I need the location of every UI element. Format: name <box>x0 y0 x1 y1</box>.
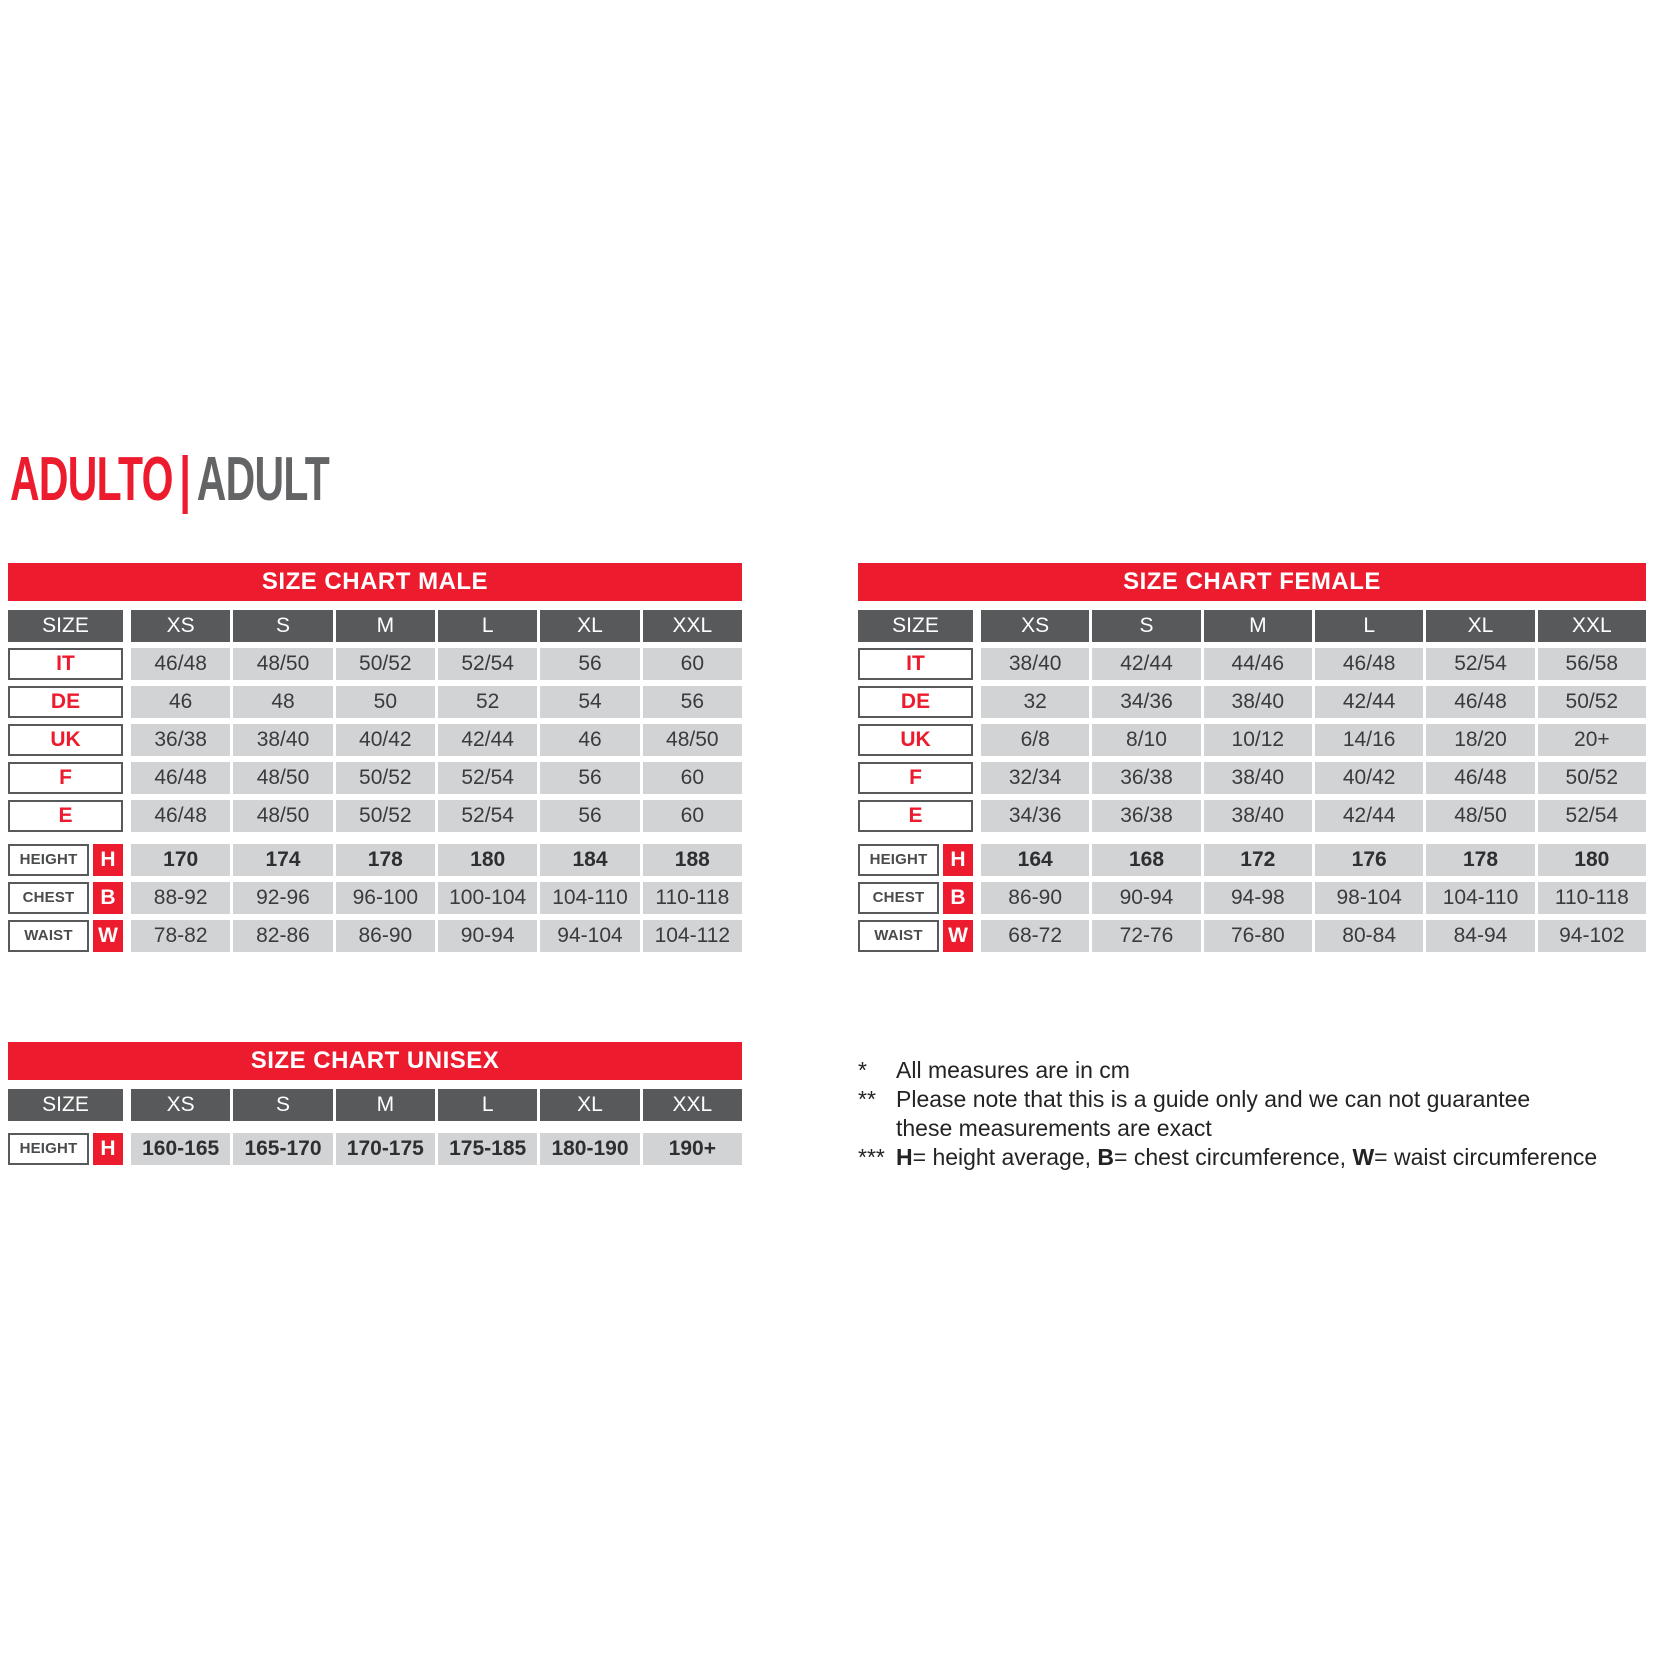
data-cell: 10/12 <box>1204 724 1312 756</box>
data-cell: 38/40 <box>233 724 332 756</box>
table-grid <box>8 610 742 832</box>
data-cell: 60 <box>643 762 742 794</box>
data-cell: 46/48 <box>1315 648 1423 680</box>
column-header-xl: XL <box>1426 610 1534 642</box>
size-chart-male-table <box>8 563 742 952</box>
footnote <box>858 1085 1654 1143</box>
data-cell: 175-185 <box>438 1133 537 1165</box>
data-cell: 52 <box>438 686 537 718</box>
data-cell: 92-96 <box>233 882 332 914</box>
data-cell: 56 <box>540 648 639 680</box>
data-cell: 90-94 <box>438 920 537 952</box>
measure-grid <box>858 844 1646 952</box>
data-cell: 42/44 <box>1315 800 1423 832</box>
data-cell: 14/16 <box>1315 724 1423 756</box>
data-cell: 32/34 <box>981 762 1089 794</box>
measure-grid <box>8 1133 742 1165</box>
footnote <box>858 1143 1654 1172</box>
row-label-it: IT <box>8 648 123 680</box>
data-cell: 52/54 <box>438 800 537 832</box>
data-cell: 40/42 <box>1315 762 1423 794</box>
data-cell: 38/40 <box>1204 762 1312 794</box>
data-cell: 46/48 <box>1426 686 1534 718</box>
column-header-s: S <box>233 1089 332 1121</box>
footnote-marker: ** <box>858 1086 876 1112</box>
data-cell: 46 <box>131 686 230 718</box>
column-header-xs: XS <box>981 610 1089 642</box>
data-cell: 104-110 <box>1426 882 1534 914</box>
data-cell: 50/52 <box>336 800 435 832</box>
measure-name: CHEST <box>858 882 939 914</box>
data-cell: 56/58 <box>1538 648 1646 680</box>
data-cell: 94-102 <box>1538 920 1646 952</box>
column-header-xxl: XXL <box>643 610 742 642</box>
column-header-xs: XS <box>131 610 230 642</box>
data-cell: 96-100 <box>336 882 435 914</box>
footnote-marker: *** <box>858 1144 885 1170</box>
data-cell: 56 <box>643 686 742 718</box>
data-cell: 164 <box>981 844 1089 876</box>
measure-name: HEIGHT <box>8 844 89 876</box>
data-cell: 86-90 <box>336 920 435 952</box>
column-header-size: SIZE <box>8 1089 123 1121</box>
data-cell: 110-118 <box>1538 882 1646 914</box>
data-cell: 170 <box>131 844 230 876</box>
data-cell: 46/48 <box>1426 762 1534 794</box>
data-cell: 78-82 <box>131 920 230 952</box>
table-title: SIZE CHART FEMALE <box>858 563 1646 601</box>
column-header-m: M <box>1204 610 1312 642</box>
data-cell: 60 <box>643 800 742 832</box>
data-cell: 36/38 <box>131 724 230 756</box>
measure-label-waist <box>858 920 973 952</box>
data-cell: 36/38 <box>1092 762 1200 794</box>
data-cell: 34/36 <box>1092 686 1200 718</box>
data-cell: 50/52 <box>1538 686 1646 718</box>
data-cell: 174 <box>233 844 332 876</box>
measure-label-height <box>8 1133 123 1165</box>
data-cell: 88-92 <box>131 882 230 914</box>
data-cell: 52/54 <box>1426 648 1534 680</box>
data-cell: 180 <box>1538 844 1646 876</box>
data-cell: 50 <box>336 686 435 718</box>
column-header-l: L <box>438 610 537 642</box>
data-cell: 104-110 <box>540 882 639 914</box>
row-label-f: F <box>858 762 973 794</box>
measure-name: WAIST <box>858 920 939 952</box>
measure-code-badge: H <box>93 1133 123 1165</box>
data-cell: 80-84 <box>1315 920 1423 952</box>
data-cell: 72-76 <box>1092 920 1200 952</box>
data-cell: 60 <box>643 648 742 680</box>
data-cell: 36/38 <box>1092 800 1200 832</box>
measure-label-waist <box>8 920 123 952</box>
data-cell: 176 <box>1315 844 1423 876</box>
data-cell: 44/46 <box>1204 648 1312 680</box>
measure-name: CHEST <box>8 882 89 914</box>
data-cell: 56 <box>540 762 639 794</box>
measure-code-badge: B <box>93 882 123 914</box>
data-cell: 50/52 <box>1538 762 1646 794</box>
data-cell: 38/40 <box>981 648 1089 680</box>
column-header-s: S <box>1092 610 1200 642</box>
data-cell: 50/52 <box>336 648 435 680</box>
data-cell: 46 <box>540 724 639 756</box>
column-header-m: M <box>336 610 435 642</box>
table-grid <box>8 1089 742 1121</box>
data-cell: 168 <box>1092 844 1200 876</box>
column-header-xxl: XXL <box>643 1089 742 1121</box>
row-label-de: DE <box>858 686 973 718</box>
title-separator: | <box>179 445 191 514</box>
footnote-text <box>896 1143 1654 1172</box>
size-chart-unisex-table <box>8 1042 742 1165</box>
row-label-uk: UK <box>858 724 973 756</box>
row-label-f: F <box>8 762 123 794</box>
data-cell: 38/40 <box>1204 686 1312 718</box>
measure-name: HEIGHT <box>858 844 939 876</box>
data-cell: 190+ <box>643 1133 742 1165</box>
data-cell: 48/50 <box>233 648 332 680</box>
measure-code-badge: W <box>93 920 123 952</box>
data-cell: 20+ <box>1538 724 1646 756</box>
data-cell: 32 <box>981 686 1089 718</box>
data-cell: 52/54 <box>438 648 537 680</box>
measure-code-badge: W <box>943 920 973 952</box>
measure-grid <box>8 844 742 952</box>
data-cell: 48/50 <box>233 762 332 794</box>
data-cell: 172 <box>1204 844 1312 876</box>
column-header-size: SIZE <box>8 610 123 642</box>
footnote <box>858 1056 1654 1085</box>
data-cell: 54 <box>540 686 639 718</box>
table-grid <box>858 610 1646 832</box>
footnote-segment: = waist circumference <box>1374 1144 1598 1170</box>
data-cell: 42/44 <box>1315 686 1423 718</box>
data-cell: 48/50 <box>643 724 742 756</box>
data-cell: 48 <box>233 686 332 718</box>
data-cell: 38/40 <box>1204 800 1312 832</box>
data-cell: 178 <box>336 844 435 876</box>
table-title: SIZE CHART UNISEX <box>8 1042 742 1080</box>
data-cell: 90-94 <box>1092 882 1200 914</box>
footnote-segment: = chest circumference, <box>1114 1144 1353 1170</box>
column-header-xxl: XXL <box>1538 610 1646 642</box>
data-cell: 46/48 <box>131 800 230 832</box>
data-cell: 178 <box>1426 844 1534 876</box>
row-label-uk: UK <box>8 724 123 756</box>
footnote-segment: these measurements are exact <box>896 1115 1212 1141</box>
data-cell: 188 <box>643 844 742 876</box>
footnote-marker: * <box>858 1057 867 1083</box>
title-primary: ADULTO <box>10 445 173 514</box>
size-chart-female-table <box>858 563 1646 952</box>
data-cell: 76-80 <box>1204 920 1312 952</box>
column-header-l: L <box>438 1089 537 1121</box>
data-cell: 94-98 <box>1204 882 1312 914</box>
data-cell: 184 <box>540 844 639 876</box>
measure-label-height <box>8 844 123 876</box>
data-cell: 104-112 <box>643 920 742 952</box>
data-cell: 180 <box>438 844 537 876</box>
data-cell: 48/50 <box>233 800 332 832</box>
measure-code-badge: H <box>943 844 973 876</box>
data-cell: 98-104 <box>1315 882 1423 914</box>
data-cell: 42/44 <box>1092 648 1200 680</box>
data-cell: 48/50 <box>1426 800 1534 832</box>
data-cell: 42/44 <box>438 724 537 756</box>
measure-code-badge: H <box>93 844 123 876</box>
table-title: SIZE CHART MALE <box>8 563 742 601</box>
data-cell: 165-170 <box>233 1133 332 1165</box>
column-header-size: SIZE <box>858 610 973 642</box>
data-cell: 170-175 <box>336 1133 435 1165</box>
footnote-text <box>896 1056 1654 1085</box>
footnote-text <box>896 1085 1654 1143</box>
data-cell: 84-94 <box>1426 920 1534 952</box>
data-cell: 100-104 <box>438 882 537 914</box>
data-cell: 56 <box>540 800 639 832</box>
footnote-segment: Please note that this is a guide only and we can not guarantee <box>896 1086 1531 1112</box>
footnote-segment: H <box>896 1144 913 1170</box>
data-cell: 40/42 <box>336 724 435 756</box>
footnote-segment: W <box>1352 1144 1375 1170</box>
data-cell: 52/54 <box>1538 800 1646 832</box>
data-cell: 46/48 <box>131 762 230 794</box>
column-header-s: S <box>233 610 332 642</box>
measure-name: HEIGHT <box>8 1133 89 1165</box>
data-cell: 50/52 <box>336 762 435 794</box>
row-label-it: IT <box>858 648 973 680</box>
data-cell: 94-104 <box>540 920 639 952</box>
data-cell: 52/54 <box>438 762 537 794</box>
row-label-de: DE <box>8 686 123 718</box>
title-secondary: ADULT <box>196 445 330 514</box>
row-label-e: E <box>858 800 973 832</box>
data-cell: 82-86 <box>233 920 332 952</box>
footnote-segment: All measures are in cm <box>896 1057 1130 1083</box>
measure-label-chest <box>858 882 973 914</box>
measure-name: WAIST <box>8 920 89 952</box>
data-cell: 18/20 <box>1426 724 1534 756</box>
data-cell: 8/10 <box>1092 724 1200 756</box>
column-header-xs: XS <box>131 1089 230 1121</box>
data-cell: 110-118 <box>643 882 742 914</box>
column-header-xl: XL <box>540 610 639 642</box>
footnote-segment: B <box>1097 1144 1115 1170</box>
measure-code-badge: B <box>943 882 973 914</box>
data-cell: 160-165 <box>131 1133 230 1165</box>
column-header-m: M <box>336 1089 435 1121</box>
data-cell: 34/36 <box>981 800 1089 832</box>
data-cell: 86-90 <box>981 882 1089 914</box>
measure-label-height <box>858 844 973 876</box>
measure-label-chest <box>8 882 123 914</box>
data-cell: 46/48 <box>131 648 230 680</box>
column-header-l: L <box>1315 610 1423 642</box>
footnote-segment: = height average, <box>912 1144 1098 1170</box>
page-title <box>10 444 329 515</box>
row-label-e: E <box>8 800 123 832</box>
data-cell: 68-72 <box>981 920 1089 952</box>
footnotes <box>858 1056 1654 1172</box>
column-header-xl: XL <box>540 1089 639 1121</box>
data-cell: 6/8 <box>981 724 1089 756</box>
data-cell: 180-190 <box>540 1133 639 1165</box>
